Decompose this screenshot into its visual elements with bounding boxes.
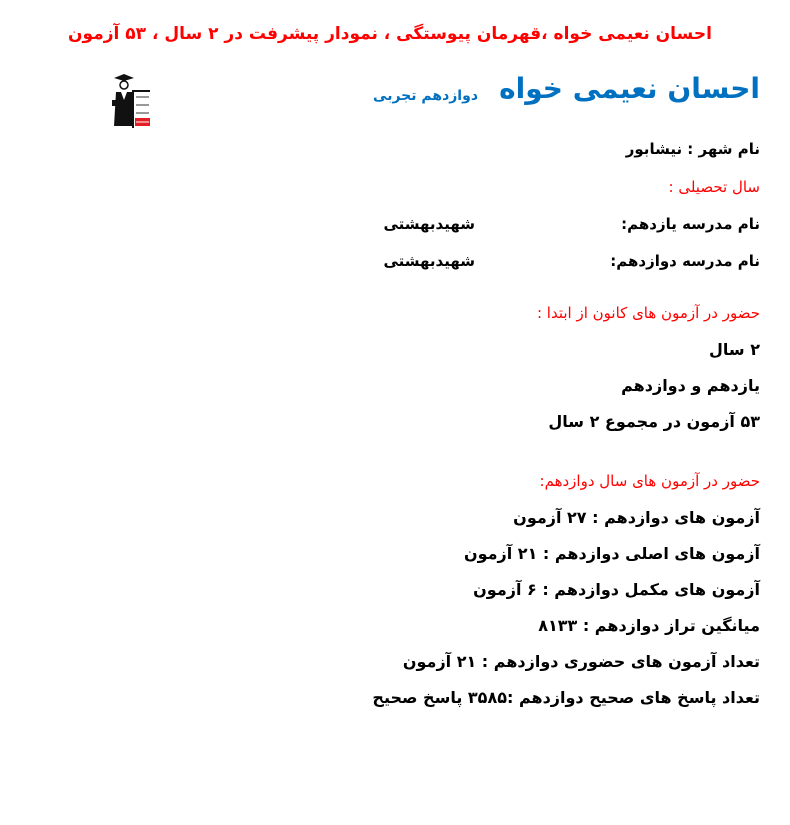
page-top-title [0,24,790,44]
school-11-label: نام مدرسه یازدهم: [621,215,760,233]
grade12-stat: تعداد آزمون های حضوری دوازدهم : ۲۱ آزمون [402,652,760,671]
graduate-figure-icon [108,72,152,128]
school-12-value: شهیدبهشتی [383,252,475,270]
attendance-grades: یازدهم و دوازدهم [621,376,760,395]
attendance-total: ۵۳ آزمون در مجموع ۲ سال [548,412,760,431]
top-title-text: احسان نعیمی خواه ،قهرمان پیوستگی ، نمودار پیشرفت در ۲ سال ، ۵۳ آزمون [68,24,712,44]
attendance-years: ۲ سال [709,340,760,359]
grade12-stat: میانگین تراز دوازدهم : ۸۱۳۳ [538,616,760,635]
attendance-12-heading: حضور در آزمون های سال دوازدهم: [539,472,760,490]
grade-label: دوازدهم تجربی [373,88,478,104]
school-11-value: شهیدبهشتی [383,215,475,233]
student-name: احسان نعیمی خواه [499,72,760,105]
city-line: نام شهر : نیشابور [625,140,760,158]
school-12-label: نام مدرسه دوازدهم: [610,252,760,270]
attendance-start-heading: حضور در آزمون های کانون از ابتدا : [536,304,760,322]
kanoon-logo [108,72,152,128]
grade12-stat: آزمون های اصلی دوازدهم : ۲۱ آزمون [463,544,760,563]
academic-year-label: سال تحصیلی : [668,178,760,196]
grade12-stat: تعداد پاسخ های صحیح دوازدهم :۳۵۸۵ پاسخ صحیح [372,688,760,707]
grade12-stat: آزمون های مکمل دوازدهم : ۶ آزمون [473,580,760,599]
grade12-stat: آزمون های دوازدهم : ۲۷ آزمون [513,508,760,527]
